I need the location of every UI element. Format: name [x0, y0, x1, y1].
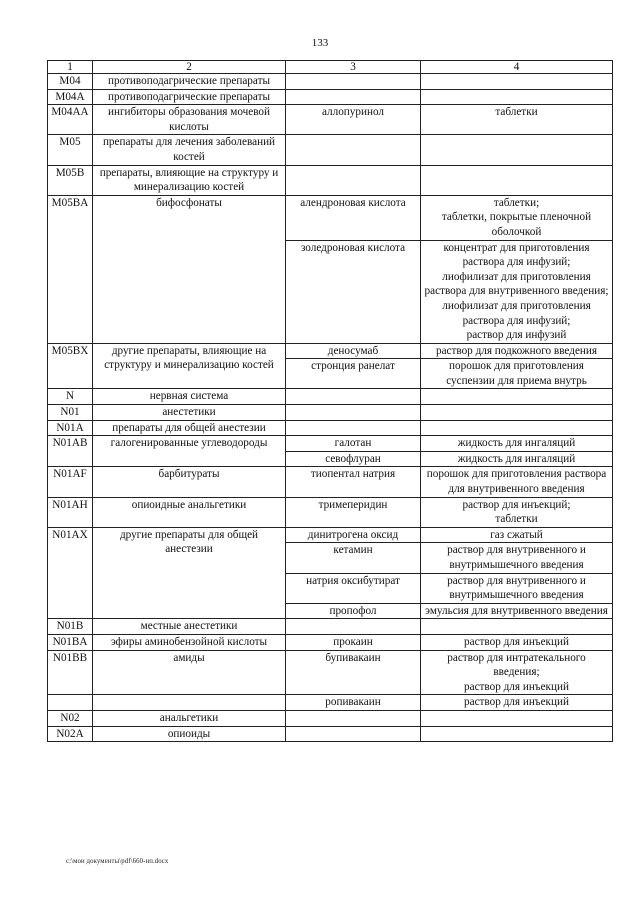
- drug-name-cell: [286, 389, 421, 405]
- atc-code-cell: M04A: [48, 89, 93, 105]
- drug-name-cell: [286, 89, 421, 105]
- dosage-forms-cell: [421, 135, 613, 165]
- dosage-form-line: раствор для интратекального введения;: [447, 651, 586, 679]
- drug-name-cell: пропофол: [286, 603, 421, 619]
- anatomical-group-cell: амиды: [93, 650, 286, 695]
- dosage-form-line: таблетки: [495, 106, 538, 119]
- dosage-form-line: раствор для инъекций;: [462, 498, 571, 511]
- dosage-form-line: лиофилизат для приготовления раствора для внутривенного введения;: [424, 270, 609, 298]
- dosage-forms-cell: [421, 165, 613, 195]
- dosage-forms-cell: [421, 467, 613, 497]
- page-number: 133: [311, 37, 329, 49]
- drug-name-cell: прокаин: [286, 634, 421, 650]
- dosage-form-line: лиофилизат для приготовления раствора для инфузий;: [442, 299, 591, 327]
- anatomical-group-cell: другие препараты, влияющие на структуру и минерализацию костей: [93, 343, 286, 389]
- atc-code-cell: N02A: [48, 726, 93, 742]
- dosage-forms-cell: [421, 650, 613, 695]
- drug-name-cell: [286, 165, 421, 195]
- dosage-form-line: порошок для приготовления суспензии для приема внутрь: [446, 360, 587, 387]
- anatomical-group-cell: галогенированные углеводороды: [93, 436, 286, 467]
- anatomical-group-cell: противоподагрические препараты: [93, 89, 286, 105]
- dosage-form-line: газ сжатый: [490, 528, 543, 541]
- atc-code-cell: N01AH: [48, 497, 93, 527]
- table-row: [48, 343, 613, 359]
- atc-code-cell: N01BB: [48, 650, 93, 695]
- dosage-form-line: раствор для инфузий: [466, 329, 567, 342]
- dosage-forms-cell: [421, 451, 613, 467]
- atc-code-cell: N01B: [48, 619, 93, 635]
- dosage-forms-cell: [421, 497, 613, 527]
- table-header-row: [48, 61, 613, 74]
- table-row: [48, 195, 613, 240]
- atc-code-cell: M04AA: [48, 105, 93, 135]
- atc-code-cell: N01A: [48, 420, 93, 436]
- dosage-form-line: таблетки: [495, 513, 538, 526]
- dosage-forms-cell: [421, 105, 613, 135]
- dosage-forms-cell: [421, 619, 613, 635]
- drug-name-cell: стронция ранелат: [286, 359, 421, 389]
- dosage-form-line: порошок для приготовления раствора для внутривенного введения: [426, 468, 607, 496]
- atc-code-cell: N01BA: [48, 634, 93, 650]
- anatomical-group-cell: препараты, влияющие на структуру и минерализацию костей: [93, 165, 286, 195]
- atc-code-cell: N01AF: [48, 467, 93, 497]
- table-row: [48, 420, 613, 436]
- anatomical-group-cell: эфиры аминобензойной кислоты: [93, 634, 286, 650]
- dosage-forms-cell: [421, 436, 613, 452]
- drug-name-cell: тримеперидин: [286, 497, 421, 527]
- table-row: [48, 165, 613, 195]
- table-row: [48, 710, 613, 726]
- header-col-4: 4: [421, 61, 613, 74]
- drug-name-cell: [286, 619, 421, 635]
- dosage-forms-cell: [421, 543, 613, 573]
- anatomical-group-cell: анестетики: [93, 405, 286, 421]
- drug-name-cell: натрия оксибутират: [286, 573, 421, 603]
- dosage-forms-cell: [421, 710, 613, 726]
- atc-code-cell: N01AX: [48, 527, 93, 619]
- table-row: [48, 695, 613, 711]
- drug-name-cell: [286, 420, 421, 436]
- table-row: [48, 436, 613, 452]
- drug-name-cell: динитрогена оксид: [286, 527, 421, 543]
- atc-code-cell: M05BA: [48, 195, 93, 343]
- dosage-forms-cell: [421, 695, 613, 711]
- dosage-forms-cell: [421, 603, 613, 619]
- dosage-form-line: жидкость для ингаляций: [457, 452, 576, 465]
- anatomical-group-cell: противоподагрические препараты: [93, 74, 286, 90]
- dosage-form-line: эмульсия для внутривенного введения: [425, 604, 608, 617]
- dosage-form-line: раствор для подкожного введения: [435, 344, 598, 357]
- atc-code-cell: N01AB: [48, 436, 93, 467]
- dosage-forms-cell: [421, 74, 613, 90]
- atc-code-cell: M05: [48, 135, 93, 165]
- dosage-form-line: концентрат для приготовления раствора для инфузий;: [443, 241, 590, 269]
- header-col-2: 2: [93, 61, 286, 74]
- drug-name-cell: деносумаб: [286, 343, 421, 359]
- anatomical-group-cell: бифосфонаты: [93, 195, 286, 343]
- anatomical-group-cell: местные анестетики: [93, 619, 286, 635]
- drug-name-cell: кетамин: [286, 543, 421, 573]
- dosage-forms-cell: [421, 634, 613, 650]
- atc-code-cell: [48, 695, 93, 711]
- table-row: [48, 634, 613, 650]
- dosage-forms-cell: [421, 726, 613, 742]
- table-row: [48, 105, 613, 135]
- table-row: [48, 527, 613, 543]
- dosage-forms-cell: [421, 573, 613, 603]
- header-col-3: 3: [286, 61, 421, 74]
- dosage-forms-cell: [421, 240, 613, 343]
- anatomical-group-cell: опиоиды: [93, 726, 286, 742]
- drug-name-cell: аллопуринол: [286, 105, 421, 135]
- anatomical-group-cell: ингибиторы образования мочевой кислоты: [93, 105, 286, 135]
- drug-name-cell: [286, 405, 421, 421]
- atc-code-cell: N: [48, 389, 93, 405]
- medicines-table: [47, 60, 613, 742]
- drug-name-cell: алендроновая кислота: [286, 195, 421, 240]
- table-row: [48, 497, 613, 527]
- dosage-forms-cell: [421, 359, 613, 389]
- drug-name-cell: галотан: [286, 436, 421, 452]
- table-row: [48, 650, 613, 695]
- dosage-form-line: таблетки, покрытые пленочной оболочкой: [441, 211, 592, 238]
- dosage-forms-cell: [421, 405, 613, 421]
- dosage-forms-cell: [421, 527, 613, 543]
- drug-name-cell: бупивакаин: [286, 650, 421, 695]
- dosage-form-line: раствор для внутривенного и внутримышечного введения: [447, 544, 586, 571]
- atc-code-cell: M04: [48, 74, 93, 90]
- drug-name-cell: тиопентал натрия: [286, 467, 421, 497]
- dosage-forms-cell: [421, 195, 613, 240]
- dosage-form-line: раствор для инъекций: [464, 680, 569, 693]
- dosage-forms-cell: [421, 389, 613, 405]
- dosage-forms-cell: [421, 343, 613, 359]
- table-row: [48, 619, 613, 635]
- dosage-forms-cell: [421, 420, 613, 436]
- anatomical-group-cell: препараты для лечения заболеваний костей: [93, 135, 286, 165]
- anatomical-group-cell: другие препараты для общей анестезии: [93, 527, 286, 619]
- dosage-form-line: раствор для инъекций: [464, 635, 569, 648]
- table-row: [48, 405, 613, 421]
- footer-file-path: c:\мои документы\pdf\660-нп.docx: [66, 858, 169, 865]
- dosage-form-line: раствор для внутривенного и внутримышечного введения: [447, 574, 586, 602]
- atc-code-cell: M05BX: [48, 343, 93, 389]
- dosage-form-line: таблетки;: [493, 196, 540, 209]
- table-row: [48, 89, 613, 105]
- drug-name-cell: [286, 726, 421, 742]
- dosage-form-line: раствор для инъекций: [464, 696, 569, 709]
- anatomical-group-cell: нервная система: [93, 389, 286, 405]
- drug-name-cell: [286, 135, 421, 165]
- drug-name-cell: ропивакаин: [286, 695, 421, 711]
- anatomical-group-cell: препараты для общей анестезии: [93, 420, 286, 436]
- atc-code-cell: M05B: [48, 165, 93, 195]
- header-col-1: 1: [48, 61, 93, 74]
- table-row: [48, 726, 613, 742]
- anatomical-group-cell: барбитураты: [93, 467, 286, 497]
- drug-name-cell: [286, 710, 421, 726]
- atc-code-cell: N01: [48, 405, 93, 421]
- atc-code-cell: N02: [48, 710, 93, 726]
- drug-name-cell: севофлуран: [286, 451, 421, 467]
- drug-name-cell: золедроновая кислота: [286, 240, 421, 343]
- anatomical-group-cell: опиоидные анальгетики: [93, 497, 286, 527]
- table-body: [48, 74, 613, 742]
- table-row: [48, 74, 613, 90]
- anatomical-group-cell: [93, 695, 286, 711]
- anatomical-group-cell: анальгетики: [93, 710, 286, 726]
- dosage-forms-cell: [421, 89, 613, 105]
- table-row: [48, 135, 613, 165]
- table-row: [48, 467, 613, 497]
- table-row: [48, 389, 613, 405]
- dosage-form-line: жидкость для ингаляций: [457, 437, 576, 450]
- drug-name-cell: [286, 74, 421, 90]
